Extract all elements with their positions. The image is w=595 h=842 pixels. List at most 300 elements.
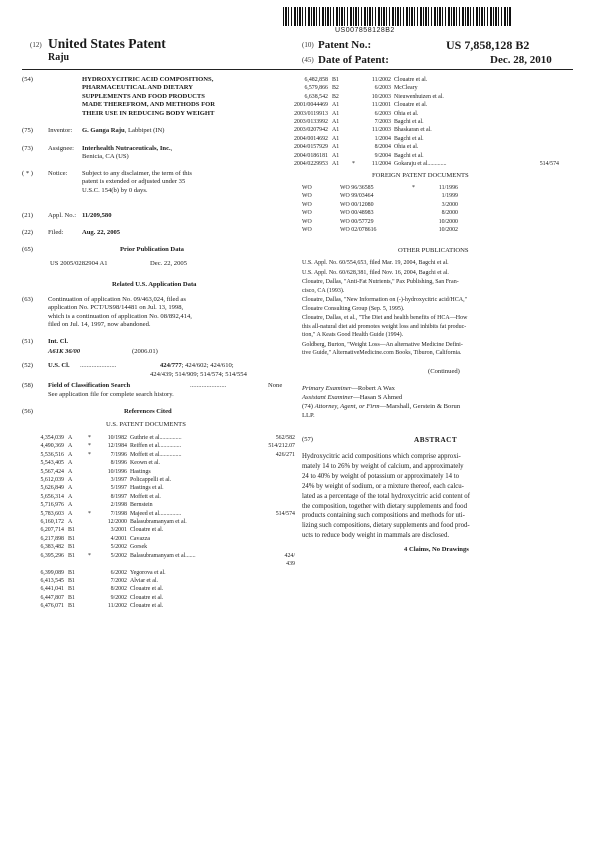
- ref-date: 6/2002: [110, 569, 127, 576]
- ref-name: Guthrie et al...............: [130, 435, 182, 441]
- ref-name: Ohia et al.: [394, 144, 419, 151]
- ref-kind: A: [68, 519, 73, 526]
- code-54: (54): [22, 76, 33, 83]
- code-22: (22): [22, 229, 33, 236]
- abstract-line: 24% by weight of sodium, or a mixture thereof, each calcu-: [302, 482, 464, 490]
- reference-row: [22, 569, 295, 577]
- ref-class: 514/574: [275, 510, 295, 517]
- primary-examiner: [302, 385, 395, 393]
- ref-kind: B2: [332, 93, 339, 100]
- ref-star: [88, 594, 96, 602]
- publication-line: Clouatre, Dallas, "New Information on (-)-hydroxycitric acid/HCA,": [302, 297, 468, 303]
- reference-row: [22, 518, 295, 526]
- field-search-dots: ......................: [190, 382, 227, 389]
- foreign-patent-list: [302, 184, 458, 234]
- us-cl-primary: 424/777: [160, 362, 182, 369]
- ref-class: [519, 84, 559, 92]
- ref-date: 7/1998: [110, 510, 127, 517]
- ref-star: [352, 101, 360, 109]
- ref-class: [255, 468, 295, 476]
- ref-kind: B1: [68, 586, 75, 593]
- assignee-field: Interhealth Nutraceuticals, Inc., Benicia, CA (US): [82, 145, 173, 161]
- ref-date: 1/2004: [374, 135, 391, 142]
- us-docs-heading: U.S. PATENT DOCUMENTS: [106, 421, 186, 428]
- ref-kind: A: [68, 493, 73, 500]
- continuation-line: which is a continuation of application No. 08/892,414,: [48, 312, 192, 320]
- ref-name: Bagchi et al.: [394, 119, 424, 126]
- ref-kind: B1: [68, 603, 75, 610]
- reference-row: [286, 93, 559, 101]
- code-57: (57): [302, 436, 313, 443]
- abstract-text: [302, 452, 574, 541]
- ref-name: Cavazza: [130, 535, 150, 542]
- code-12: (12): [30, 41, 42, 49]
- title-line: PHARMACEUTICAL AND DIETARY: [82, 84, 194, 92]
- ref-name: Ohia et al.: [394, 110, 419, 117]
- ref-number: 6,579,866: [304, 85, 328, 92]
- notice-label: Notice:: [48, 170, 68, 177]
- int-cl-class: A61K 36/00: [48, 348, 81, 355]
- reference-row: [22, 468, 295, 476]
- field-search-note: See application file for complete search history.: [48, 391, 174, 398]
- ref-class: [255, 535, 295, 543]
- ref-kind: A: [68, 502, 73, 509]
- publication-entry: [302, 341, 574, 358]
- code-45: (45): [302, 56, 314, 64]
- field-search-label: Field of Classification Search: [48, 382, 131, 389]
- ref-star: [88, 585, 96, 593]
- publication-entry: [302, 278, 574, 295]
- continuation-text: [48, 296, 288, 330]
- continuation-line: filed on Jul. 14, 1997, now abandoned.: [48, 321, 151, 329]
- reference-row: [22, 442, 295, 450]
- ref-kind: A1: [332, 161, 340, 168]
- ref-kind: A: [68, 435, 73, 441]
- ref-date: 12/1984: [107, 443, 127, 450]
- ref-name: Alviar et al.: [130, 577, 158, 584]
- ref-kind: A: [68, 460, 73, 467]
- inventor-location: , Labbipet (IN): [124, 127, 165, 134]
- prior-pub-number: US 2005/0282904 A1: [50, 260, 108, 267]
- inventor-name: G. Ganga Raju: [82, 127, 125, 134]
- ref-name: [130, 560, 255, 568]
- ref-date: 8/1997: [110, 493, 127, 500]
- ref-date: 9/2002: [110, 594, 127, 601]
- ref-date: 6/2003: [374, 110, 391, 117]
- foreign-number: WO 99/03464: [340, 193, 374, 200]
- reference-row: [22, 476, 295, 484]
- ref-number: 5,656,314: [40, 493, 64, 500]
- foreign-country: WO: [302, 193, 312, 200]
- ref-star: [352, 76, 360, 84]
- ref-name: Balasubramanyam et al.......: [130, 552, 196, 559]
- notice-line: U.S.C. 154(b) by 0 days.: [82, 186, 148, 194]
- foreign-date: 1/1999: [441, 193, 458, 200]
- ref-kind: B1: [68, 594, 75, 601]
- ref-star: [88, 569, 96, 577]
- ref-kind: A: [68, 510, 73, 517]
- ref-kind: A: [68, 443, 73, 450]
- reference-row: [22, 459, 295, 467]
- foreign-row: [302, 209, 458, 217]
- ref-class: [255, 518, 295, 526]
- foreign-country: WO: [302, 201, 312, 208]
- abstract-line: lated as a percentage of the total hydroxycitric acid content of: [302, 492, 470, 500]
- assignee-location: Benicia, CA (US): [82, 153, 129, 161]
- publication-line: U.S. Appl. No. 60/628,381, filed Nov. 16, 2004, Bagchi et al.: [302, 269, 449, 276]
- ref-star: [88, 459, 96, 467]
- ref-name: Gokaraju et al.............: [394, 161, 447, 168]
- ref-kind: B1: [68, 569, 75, 576]
- ref-name: Moffett et al.: [130, 493, 161, 500]
- ref-name: Yegorova et al.: [130, 569, 166, 576]
- ref-dots: ......: [186, 552, 196, 559]
- ref-class: [519, 135, 559, 143]
- ref-star: *: [88, 443, 91, 450]
- barcode-number: US007858128B2: [335, 27, 395, 34]
- ref-class: [519, 101, 559, 109]
- ref-kind: A: [68, 468, 73, 475]
- attorney: [302, 403, 460, 411]
- publication-line: Clouatre Consulting Group (Sep. 5, 1995).: [302, 305, 405, 312]
- ref-name: Clouatre et al.: [130, 527, 164, 534]
- patent-date: Dec. 28, 2010: [490, 54, 552, 66]
- abstract-line: mately 14 to 26% by weight of calcium, and approximately: [302, 462, 464, 470]
- ref-kind: B2: [332, 85, 339, 92]
- code-notice: ( * ): [22, 170, 33, 177]
- attorney-name: —Marshall, Gerstein & Borun: [379, 403, 461, 410]
- patent-number: US 7,858,128 B2: [446, 38, 530, 52]
- ref-kind: B1: [68, 577, 75, 584]
- inventor-field: [82, 127, 164, 135]
- field-search-value: None: [268, 382, 283, 389]
- foreign-number: WO 00/48983: [340, 210, 374, 217]
- title-line: HYDROXYCITRIC ACID COMPOSITIONS,: [82, 76, 214, 83]
- code-58: (58): [22, 382, 33, 389]
- abstract-line: lizing such compositions, dietary supplements and food prod-: [302, 522, 470, 530]
- ref-number: 6,476,071: [40, 603, 64, 610]
- ref-name: Clouatre et al.: [130, 586, 164, 593]
- ref-date: 3/2001: [110, 527, 127, 534]
- us-cl-label: U.S. Cl.: [48, 362, 70, 369]
- ref-class: [255, 569, 295, 577]
- appl-no-label: Appl. No.:: [48, 212, 77, 219]
- assistant-examiner-label: Assistant Examiner: [302, 394, 354, 401]
- code-10: (10): [302, 41, 314, 49]
- ref-name: Clouatre et al.: [394, 102, 428, 109]
- ref-number: 2004/0014692: [293, 135, 328, 142]
- ref-class: [255, 459, 295, 467]
- ref-class: [519, 126, 559, 134]
- ref-star: [352, 143, 360, 151]
- reference-row: [286, 135, 559, 143]
- ref-date: 10/1982: [107, 435, 127, 441]
- code-75: (75): [22, 127, 33, 134]
- reference-row: [22, 560, 295, 568]
- ref-class: [255, 602, 295, 610]
- foreign-star: [412, 192, 420, 200]
- code-63: (63): [22, 296, 33, 303]
- ref-star: [88, 577, 96, 585]
- foreign-number: WO 96/36585: [340, 185, 374, 191]
- inventor-label: Inventor:: [48, 127, 73, 134]
- ref-date: 11/2001: [371, 102, 391, 109]
- ref-number: 4,490,369: [40, 443, 64, 450]
- ref-date: 12/2000: [107, 519, 127, 526]
- foreign-country: WO: [302, 210, 312, 217]
- ref-class: [255, 594, 295, 602]
- code-56: (56): [22, 408, 33, 415]
- document-title: United States Patent: [48, 36, 166, 51]
- ref-number: 6,638,542: [304, 93, 328, 100]
- reference-row: [286, 101, 559, 109]
- ref-star: [352, 84, 360, 92]
- ref-star: [352, 93, 360, 101]
- reference-row: [22, 526, 295, 534]
- ref-number: 2004/0186181: [293, 152, 328, 159]
- ref-number: 6,441,041: [40, 586, 64, 593]
- ref-number: 2003/0133992: [293, 119, 328, 126]
- reference-row: [22, 552, 295, 560]
- ref-date: 11/2002: [371, 77, 391, 83]
- ref-class: [519, 76, 559, 84]
- ref-class: [255, 526, 295, 534]
- code-65: (65): [22, 246, 33, 253]
- ref-star: [88, 476, 96, 484]
- ref-date: 6/2003: [374, 85, 391, 92]
- code-21: (21): [22, 212, 33, 219]
- ref-name: Bhaskaran et al.: [394, 127, 432, 134]
- ref-class: [519, 93, 559, 101]
- ref-kind: B1: [68, 535, 75, 542]
- ref-class: [255, 501, 295, 509]
- code-51: (51): [22, 338, 33, 345]
- ref-class: 439: [286, 561, 295, 568]
- ref-number: 5,612,039: [40, 477, 64, 484]
- ref-dots: ..............: [160, 443, 182, 450]
- ref-name: Bagchi et al.: [394, 152, 424, 159]
- ref-star: *: [88, 552, 91, 559]
- publication-entry: [302, 314, 574, 340]
- ref-date: 11/2002: [107, 603, 127, 610]
- ref-number: 6,482,858: [304, 77, 328, 83]
- ref-class: [519, 152, 559, 160]
- primary-examiner-name: —Robert A Wax: [351, 385, 395, 392]
- ref-star: [88, 560, 96, 568]
- ref-name: Balasubramanyam et al.: [130, 519, 187, 526]
- ref-name: Hastings et al.: [130, 485, 164, 492]
- publication-line: Clouatre, Dallas, "Anti-Fat Nutrients," Pax Publishing, San Fran-: [302, 279, 459, 285]
- reference-row: [22, 543, 295, 551]
- ref-number: 5,783,603: [40, 510, 64, 517]
- abstract-line: Hydroxycitric acid compositions which comprise approxi-: [302, 453, 461, 460]
- abstract-line: 24 to 40% by weight of potassium or approximately 14 to: [302, 472, 460, 480]
- ref-star: *: [352, 161, 355, 168]
- ref-star: [88, 468, 96, 476]
- us-cl-line2: 424/439; 514/909; 514/574; 514/554: [150, 371, 247, 378]
- reference-row: [22, 451, 295, 459]
- ref-class: [255, 543, 295, 551]
- ref-number: 5,536,516: [40, 451, 64, 458]
- us-cl-dots: ......................: [80, 362, 117, 369]
- ref-star: [88, 518, 96, 526]
- ref-date: [96, 560, 130, 568]
- abstract-heading: ABSTRACT: [414, 436, 458, 444]
- ref-number: 5,716,976: [40, 502, 64, 509]
- publication-line: cisco, CA (1993).: [302, 287, 345, 294]
- reference-row: [22, 510, 295, 518]
- ref-date: 5/1997: [110, 485, 127, 492]
- date-label: Date of Patent:: [318, 54, 389, 66]
- ref-star: [352, 152, 360, 160]
- ref-name: Hastings: [130, 468, 151, 475]
- ref-kind: B1: [332, 77, 339, 83]
- reference-row: [286, 152, 559, 160]
- reference-row: [22, 602, 295, 610]
- notice-line: patent is extended or adjusted under 35: [82, 178, 186, 186]
- title-line: SUPPLEMENTS AND FOOD PRODUCTS: [82, 92, 205, 100]
- appl-no-value: 11/209,580: [82, 212, 112, 219]
- code-52: (52): [22, 362, 33, 369]
- other-publications: [302, 259, 574, 359]
- ref-class: [519, 118, 559, 126]
- publication-line: U.S. Appl. No. 60/554,653, filed Mar. 19, 2004, Bagchi et al.: [302, 260, 449, 266]
- related-heading: Related U.S. Application Data: [112, 281, 197, 288]
- notice-line: Subject to any disclaimer, the term of this: [82, 170, 192, 177]
- reference-row: [22, 501, 295, 509]
- filed-label: Filed:: [48, 229, 64, 236]
- barcode-image: [283, 7, 511, 26]
- ref-name: Gorsek: [130, 544, 148, 551]
- primary-examiner-label: Primary Examiner: [302, 385, 352, 392]
- reference-row: [22, 535, 295, 543]
- ref-number: 6,447,807: [40, 594, 64, 601]
- ref-name: Bernstein: [130, 502, 153, 509]
- foreign-number: WO 00/12080: [340, 201, 374, 208]
- abstract-line: ucts to reduce body weight in mammals are disclosed.: [302, 532, 450, 540]
- ref-class: [519, 110, 559, 118]
- ref-kind: A: [68, 485, 73, 492]
- foreign-row: [302, 226, 458, 234]
- reference-row: [286, 143, 559, 151]
- references-heading: References Cited: [124, 408, 172, 415]
- reference-row: [22, 577, 295, 585]
- ref-kind: A1: [332, 119, 340, 126]
- ref-class: [255, 476, 295, 484]
- ref-kind: B1: [68, 544, 75, 551]
- ref-number: 5,567,424: [40, 468, 64, 475]
- ref-number: 6,207,714: [40, 527, 64, 534]
- ref-star: [352, 135, 360, 143]
- publication-entry: [302, 269, 574, 278]
- ref-date: 10/1996: [107, 468, 127, 475]
- ref-kind: A1: [332, 110, 340, 117]
- ref-number: 4,354,039: [40, 435, 64, 441]
- patent-no-label: Patent No.:: [318, 39, 372, 51]
- claims-count: 4 Claims, No Drawings: [404, 546, 469, 553]
- ref-number: 2004/0157929: [293, 144, 328, 151]
- ref-kind: A1: [332, 135, 340, 142]
- ref-number: 6,413,545: [40, 577, 64, 584]
- inventor-short: Raju: [48, 52, 70, 63]
- ref-class: 426/271: [275, 451, 295, 458]
- reference-row: [22, 594, 295, 602]
- assistant-examiner: [302, 394, 402, 402]
- reference-row: [22, 493, 295, 501]
- ref-class: 514/212.07: [268, 443, 295, 450]
- ref-number: 5,626,849: [40, 485, 64, 492]
- reference-row: [22, 484, 295, 492]
- ref-star: [88, 484, 96, 492]
- header-rule: [22, 69, 573, 70]
- foreign-star: [412, 209, 420, 217]
- ref-class: [255, 577, 295, 585]
- ref-date: 2/1998: [110, 502, 127, 509]
- ref-date: 10/2003: [371, 93, 391, 100]
- foreign-row: [302, 184, 458, 192]
- ref-name: Policappelli et al.: [130, 477, 172, 484]
- reference-row: [286, 84, 559, 92]
- reference-row: [286, 110, 559, 118]
- foreign-heading: FOREIGN PATENT DOCUMENTS: [372, 172, 469, 179]
- ref-kind: A: [68, 477, 73, 484]
- ref-kind: A1: [332, 144, 340, 151]
- assistant-examiner-name: —Hasan S Ahmed: [353, 394, 403, 401]
- ref-kind: B1: [68, 552, 75, 559]
- notice-text: [82, 170, 192, 195]
- ref-class: [255, 484, 295, 492]
- ref-star: *: [88, 510, 91, 517]
- ref-number: 6,399,089: [40, 569, 64, 576]
- foreign-country: WO: [302, 185, 312, 191]
- ref-class: [255, 585, 295, 593]
- reference-row: [286, 160, 559, 168]
- publication-entry: [302, 259, 574, 268]
- ref-class: 424/: [284, 552, 295, 559]
- ref-date: 11/2003: [371, 127, 391, 134]
- ref-date: 5/2002: [110, 544, 127, 551]
- foreign-star: [412, 226, 420, 234]
- ref-star: [88, 493, 96, 501]
- foreign-star: *: [412, 185, 415, 191]
- ref-date: 9/2004: [374, 152, 391, 159]
- ref-kind: B1: [68, 527, 75, 534]
- ref-kind: A1: [332, 102, 340, 109]
- foreign-date: 10/2002: [438, 227, 458, 234]
- foreign-date: 11/1996: [438, 185, 458, 191]
- ref-name: Nieuwenhuizen et al.: [394, 93, 444, 100]
- attorney-name-cont: LLP.: [302, 412, 315, 419]
- continued-note: (Continued): [428, 368, 460, 375]
- ref-star: *: [88, 451, 91, 458]
- foreign-star: [412, 201, 420, 209]
- other-pubs-heading: OTHER PUBLICATIONS: [398, 247, 469, 254]
- title-line: THEIR USE IN REDUCING BODY WEIGHT: [82, 109, 215, 117]
- ref-star: [352, 110, 360, 118]
- foreign-star: [412, 218, 420, 226]
- foreign-date: 8/2000: [441, 210, 458, 217]
- ref-class: 514/574: [539, 161, 559, 168]
- foreign-country: WO: [302, 227, 312, 234]
- foreign-date: 10/2000: [438, 218, 458, 225]
- abstract-line: products containing such compositions and methods for uti-: [302, 512, 465, 520]
- ref-number: 6,383,482: [40, 544, 64, 551]
- ref-date: 11/2004: [371, 161, 391, 168]
- ref-kind: [64, 560, 88, 568]
- us-patent-list: [22, 434, 295, 611]
- assignee-label: Assignee:: [48, 145, 75, 152]
- ref-date: 5/2002: [110, 552, 127, 559]
